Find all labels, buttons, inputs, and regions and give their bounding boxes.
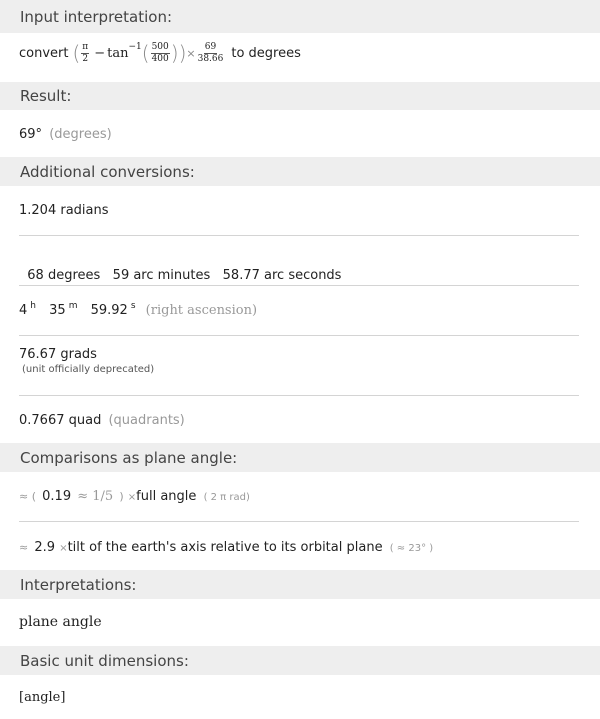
to-degrees-text: to degrees: [231, 45, 301, 61]
c1-value: 0.19: [42, 489, 72, 504]
pi-symbol: π: [82, 41, 89, 52]
grads-note: (unit officially deprecated): [22, 364, 155, 375]
basic-unit-dimensions-header: Basic unit dimensions:: [0, 646, 600, 675]
close-paren: ): [178, 41, 187, 65]
comparison-earth-tilt: [19, 540, 433, 555]
ra-hours: 4: [19, 303, 28, 318]
tan-function: tan: [107, 45, 129, 61]
close-paren-2: ): [170, 41, 179, 65]
input-expression: [19, 38, 301, 68]
comparisons-header: Comparisons as plane angle:: [0, 443, 600, 472]
c2-value: 2.9: [34, 540, 56, 555]
quad-value: 0.7667 quad: [19, 413, 102, 428]
divider: [19, 335, 579, 336]
divider: [19, 521, 579, 522]
convert-word: convert: [19, 45, 69, 61]
ra-seconds-unit: s: [130, 301, 136, 311]
ratio-fraction: [151, 42, 170, 65]
result-unit: (degrees): [49, 127, 112, 142]
grads-value: 76.67 grads: [19, 347, 97, 362]
numerator-500: 500: [151, 41, 169, 52]
minus-operator: −: [94, 45, 106, 61]
ra-hours-unit: h: [30, 301, 36, 311]
c1-label: full angle: [136, 489, 197, 504]
c2-note: ( ≈ 23° ): [389, 543, 434, 554]
result-header: Result:: [0, 82, 600, 110]
times-operator: ×: [186, 46, 196, 60]
approx-symbol: ≈: [19, 541, 29, 554]
dimension-value: [angle]: [19, 690, 66, 705]
c1-fraction: ≈ 1/5: [77, 489, 114, 504]
quad-row: [19, 413, 185, 428]
quad-label: (quadrants): [108, 413, 185, 428]
inverse-superscript: −1: [128, 42, 142, 52]
divider: [19, 235, 579, 236]
input-interpretation-header: Input interpretation:: [0, 0, 600, 33]
right-ascension-row: [19, 303, 257, 318]
ra-label: (right ascension): [145, 303, 258, 318]
denominator-3866: 38.66: [197, 53, 224, 64]
denominator-400: 400: [151, 53, 169, 64]
c1-times: ×: [127, 492, 137, 503]
divider: [19, 395, 579, 396]
approx-symbol: ≈ (: [19, 490, 37, 503]
c2-times: ×: [59, 543, 68, 554]
ra-minutes-unit: m: [68, 301, 78, 311]
scale-fraction: [197, 42, 225, 65]
two-denominator: 2: [82, 53, 89, 64]
grads-row: [19, 347, 97, 362]
interpretations-header: Interpretations:: [0, 570, 600, 599]
comparison-full-angle: [19, 489, 250, 504]
radians-row: [19, 203, 109, 218]
result-value: 69°: [19, 127, 43, 142]
open-paren: (: [72, 41, 81, 65]
ra-minutes: 35: [49, 303, 66, 318]
pi-over-two-fraction: [81, 42, 89, 65]
divider: [19, 285, 579, 286]
numerator-69: 69: [204, 41, 217, 52]
c1-close: ): [119, 490, 124, 503]
dms-row: [19, 253, 341, 283]
open-paren-2: (: [141, 41, 150, 65]
radians-value: 1.204 radians: [19, 203, 109, 218]
result-row: [19, 127, 112, 142]
c1-note: ( 2 π rad): [203, 492, 250, 503]
additional-conversions-header: Additional conversions:: [0, 157, 600, 186]
dms-value: 68 degrees 59 arc minutes 58.77 arc seconds: [27, 268, 342, 283]
interpretation-value: plane angle: [19, 614, 102, 630]
c2-label: tilt of the earth's axis relative to its orbital plane: [67, 540, 383, 555]
ra-seconds: 59.92: [90, 303, 128, 318]
